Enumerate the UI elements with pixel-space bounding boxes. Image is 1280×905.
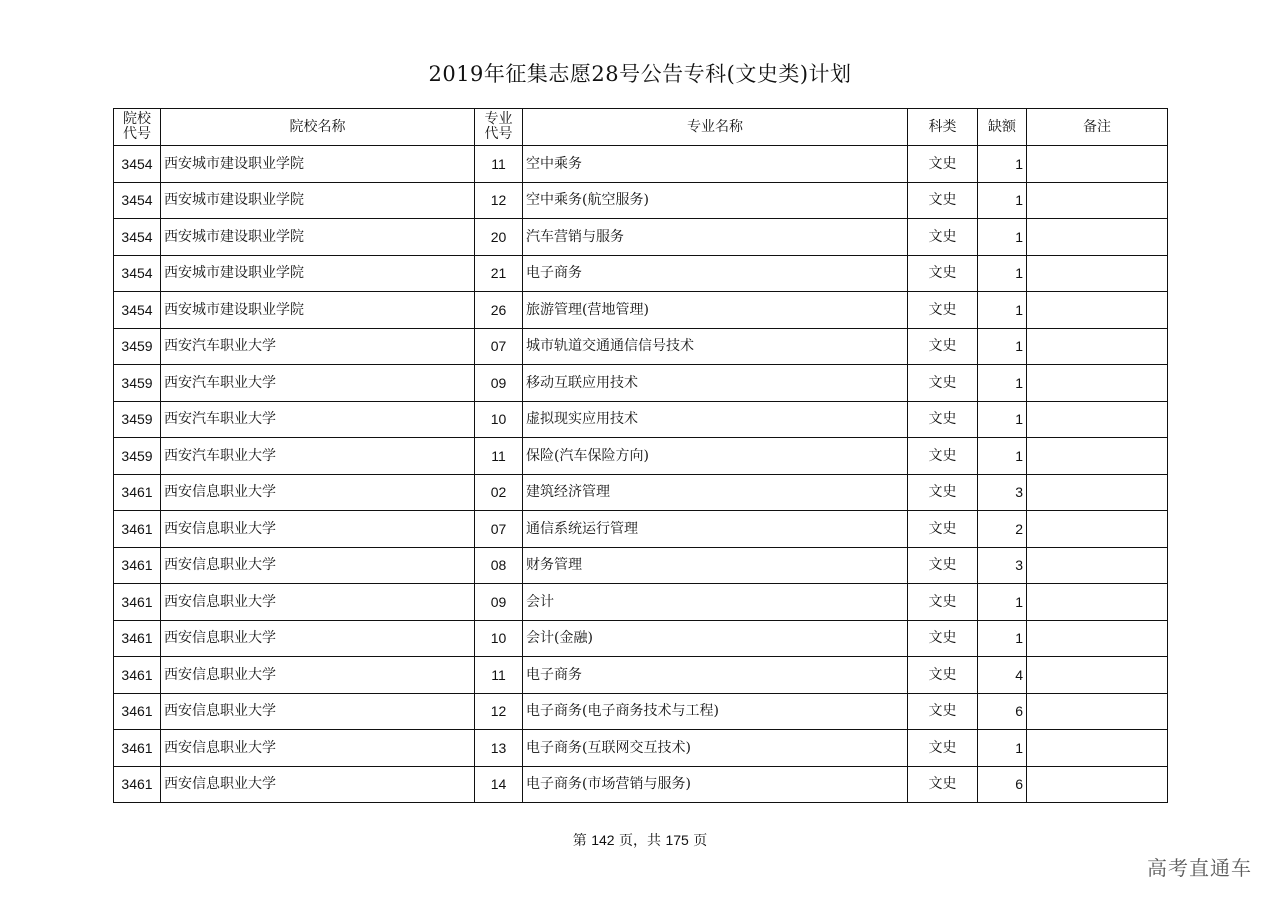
cell-category: 文史 (908, 693, 978, 730)
cell-quota: 1 (978, 365, 1027, 402)
cell-quota: 3 (978, 474, 1027, 511)
cell-school-code: 3459 (114, 438, 161, 475)
table-row (114, 182, 1168, 219)
cell-category: 文史 (908, 219, 978, 256)
cell-school-name: 西安信息职业大学 (161, 511, 475, 548)
cell-category: 文史 (908, 657, 978, 694)
cell-major-code: 13 (475, 730, 523, 767)
cell-school-code: 3459 (114, 401, 161, 438)
header-note: 备注 (1027, 109, 1168, 146)
header-major-code: 专业 代号 (475, 109, 523, 146)
cell-school-code: 3454 (114, 146, 161, 183)
cell-note (1027, 474, 1168, 511)
cell-note (1027, 401, 1168, 438)
cell-note (1027, 146, 1168, 183)
cell-school-code: 3454 (114, 292, 161, 329)
cell-school-code: 3459 (114, 328, 161, 365)
cell-note (1027, 693, 1168, 730)
cell-school-name: 西安城市建设职业学院 (161, 146, 475, 183)
cell-school-code: 3461 (114, 547, 161, 584)
cell-major-code: 09 (475, 365, 523, 402)
total-pages-number: 175 (665, 832, 689, 848)
table-row (114, 292, 1168, 329)
cell-category: 文史 (908, 401, 978, 438)
cell-school-code: 3461 (114, 657, 161, 694)
cell-major-code: 07 (475, 328, 523, 365)
cell-note (1027, 657, 1168, 694)
table-row (114, 219, 1168, 256)
cell-major-name: 保险(汽车保险方向) (523, 438, 908, 475)
cell-major-code: 12 (475, 182, 523, 219)
cell-school-name: 西安汽车职业大学 (161, 365, 475, 402)
cell-quota: 1 (978, 438, 1027, 475)
cell-major-code: 11 (475, 146, 523, 183)
cell-school-name: 西安信息职业大学 (161, 547, 475, 584)
cell-school-code: 3461 (114, 620, 161, 657)
cell-note (1027, 328, 1168, 365)
header-major-name: 专业名称 (523, 109, 908, 146)
cell-quota: 6 (978, 693, 1027, 730)
cell-major-code: 20 (475, 219, 523, 256)
table-row (114, 730, 1168, 767)
cell-quota: 1 (978, 182, 1027, 219)
cell-quota: 1 (978, 292, 1027, 329)
cell-category: 文史 (908, 182, 978, 219)
cell-school-name: 西安汽车职业大学 (161, 438, 475, 475)
cell-category: 文史 (908, 438, 978, 475)
table-body (114, 146, 1168, 803)
header-school-name: 院校名称 (161, 109, 475, 146)
cell-quota: 1 (978, 584, 1027, 621)
cell-note (1027, 182, 1168, 219)
cell-school-code: 3454 (114, 219, 161, 256)
cell-school-code: 3461 (114, 584, 161, 621)
enrollment-plan-table (113, 108, 1168, 803)
table-row (114, 474, 1168, 511)
cell-note (1027, 511, 1168, 548)
cell-quota: 4 (978, 657, 1027, 694)
table-row (114, 438, 1168, 475)
cell-major-name: 空中乘务 (523, 146, 908, 183)
cell-school-code: 3454 (114, 255, 161, 292)
watermark: 高考直通车 (1147, 856, 1252, 880)
cell-quota: 1 (978, 255, 1027, 292)
header-school-code: 院校 代号 (114, 109, 161, 146)
cell-school-name: 西安城市建设职业学院 (161, 292, 475, 329)
cell-note (1027, 292, 1168, 329)
cell-school-code: 3461 (114, 511, 161, 548)
cell-school-name: 西安信息职业大学 (161, 474, 475, 511)
cell-school-name: 西安信息职业大学 (161, 693, 475, 730)
cell-major-name: 会计 (523, 584, 908, 621)
cell-school-name: 西安信息职业大学 (161, 620, 475, 657)
cell-note (1027, 219, 1168, 256)
cell-quota: 3 (978, 547, 1027, 584)
cell-major-code: 07 (475, 511, 523, 548)
cell-school-code: 3459 (114, 365, 161, 402)
cell-major-name: 空中乘务(航空服务) (523, 182, 908, 219)
cell-major-name: 财务管理 (523, 547, 908, 584)
cell-note (1027, 730, 1168, 767)
header-category: 科类 (908, 109, 978, 146)
cell-school-name: 西安汽车职业大学 (161, 328, 475, 365)
cell-major-name: 汽车营销与服务 (523, 219, 908, 256)
cell-major-code: 02 (475, 474, 523, 511)
cell-major-name: 城市轨道交通通信信号技术 (523, 328, 908, 365)
cell-note (1027, 255, 1168, 292)
cell-category: 文史 (908, 474, 978, 511)
cell-quota: 6 (978, 766, 1027, 803)
cell-note (1027, 438, 1168, 475)
current-page-number: 142 (591, 832, 615, 848)
cell-quota: 1 (978, 219, 1027, 256)
cell-quota: 1 (978, 401, 1027, 438)
cell-major-code: 08 (475, 547, 523, 584)
cell-major-code: 10 (475, 620, 523, 657)
cell-category: 文史 (908, 255, 978, 292)
cell-category: 文史 (908, 620, 978, 657)
cell-school-code: 3461 (114, 693, 161, 730)
cell-quota: 2 (978, 511, 1027, 548)
cell-major-name: 旅游管理(营地管理) (523, 292, 908, 329)
cell-category: 文史 (908, 584, 978, 621)
cell-major-code: 11 (475, 657, 523, 694)
table-row (114, 255, 1168, 292)
cell-school-name: 西安城市建设职业学院 (161, 219, 475, 256)
cell-major-name: 通信系统运行管理 (523, 511, 908, 548)
cell-note (1027, 584, 1168, 621)
table-row (114, 620, 1168, 657)
table-row (114, 328, 1168, 365)
page-footer: 第 142 页，共 175 页 (572, 832, 708, 849)
cell-category: 文史 (908, 365, 978, 402)
cell-school-code: 3461 (114, 730, 161, 767)
cell-school-name: 西安城市建设职业学院 (161, 182, 475, 219)
cell-major-code: 09 (475, 584, 523, 621)
cell-school-name: 西安信息职业大学 (161, 766, 475, 803)
cell-category: 文史 (908, 292, 978, 329)
table-row (114, 511, 1168, 548)
cell-note (1027, 547, 1168, 584)
cell-category: 文史 (908, 766, 978, 803)
cell-major-code: 10 (475, 401, 523, 438)
cell-school-name: 西安信息职业大学 (161, 657, 475, 694)
cell-major-code: 11 (475, 438, 523, 475)
cell-major-code: 12 (475, 693, 523, 730)
table-row (114, 766, 1168, 803)
cell-quota: 1 (978, 146, 1027, 183)
cell-school-name: 西安汽车职业大学 (161, 401, 475, 438)
cell-major-name: 建筑经济管理 (523, 474, 908, 511)
cell-major-name: 电子商务 (523, 657, 908, 694)
cell-school-code: 3461 (114, 474, 161, 511)
cell-category: 文史 (908, 328, 978, 365)
cell-school-name: 西安信息职业大学 (161, 730, 475, 767)
table-row (114, 584, 1168, 621)
cell-major-name: 电子商务(市场营销与服务) (523, 766, 908, 803)
cell-major-name: 电子商务(互联网交互技术) (523, 730, 908, 767)
cell-major-code: 26 (475, 292, 523, 329)
cell-note (1027, 620, 1168, 657)
cell-quota: 1 (978, 620, 1027, 657)
cell-note (1027, 766, 1168, 803)
cell-school-code: 3461 (114, 766, 161, 803)
cell-major-name: 会计(金融) (523, 620, 908, 657)
cell-category: 文史 (908, 511, 978, 548)
cell-major-code: 14 (475, 766, 523, 803)
page-title: 2019年征集志愿28号公告专科(文史类)计划 (428, 62, 852, 86)
cell-school-name: 西安城市建设职业学院 (161, 255, 475, 292)
cell-major-name: 移动互联应用技术 (523, 365, 908, 402)
cell-quota: 1 (978, 730, 1027, 767)
table-row (114, 401, 1168, 438)
cell-major-name: 电子商务 (523, 255, 908, 292)
table-row (114, 365, 1168, 402)
cell-major-name: 电子商务(电子商务技术与工程) (523, 693, 908, 730)
cell-quota: 1 (978, 328, 1027, 365)
cell-category: 文史 (908, 730, 978, 767)
table-header-row (114, 109, 1168, 146)
cell-major-name: 虚拟现实应用技术 (523, 401, 908, 438)
cell-school-name: 西安信息职业大学 (161, 584, 475, 621)
table-row (114, 146, 1168, 183)
cell-category: 文史 (908, 547, 978, 584)
cell-category: 文史 (908, 146, 978, 183)
cell-major-code: 21 (475, 255, 523, 292)
table-row (114, 657, 1168, 694)
cell-note (1027, 365, 1168, 402)
table-row (114, 693, 1168, 730)
cell-school-code: 3454 (114, 182, 161, 219)
table-row (114, 547, 1168, 584)
header-quota: 缺额 (978, 109, 1027, 146)
